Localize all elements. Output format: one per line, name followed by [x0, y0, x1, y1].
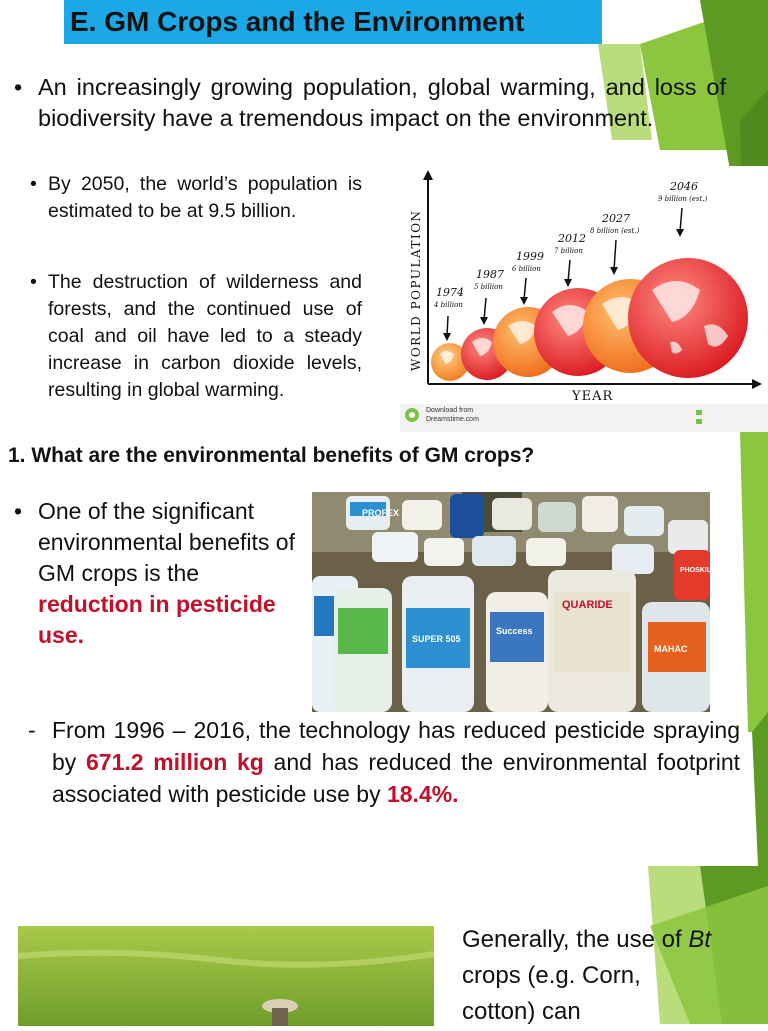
globe-2046 [628, 258, 748, 378]
x-axis-label: YEAR [572, 389, 614, 404]
label-2046 [658, 180, 708, 237]
bottle-label: Success [496, 626, 533, 636]
world-population-figure [400, 166, 768, 432]
benefit-intro: One of the significant environmental benefits of GM crops is the [38, 498, 295, 586]
stat-highlight-kg: 671.2 million kg [85, 749, 264, 775]
bottle-label: PROFEX [362, 508, 400, 518]
pesticide-stat-paragraph [28, 714, 740, 810]
slide-title: E. GM Crops and the Environment [64, 0, 602, 44]
bullet-dot: • [30, 271, 37, 293]
main-bullet-text: An increasingly growing population, global warming, and loss of biodiversity have a tremendous impact on the environment. [38, 74, 726, 131]
slide-1 [0, 0, 768, 432]
bottle-label: PHOSKILL [680, 567, 716, 574]
population-label: 7 billion [554, 247, 583, 255]
bullet-dot: • [14, 74, 23, 100]
population-label: 6 billion [512, 265, 541, 273]
population-label: 9 billion (est.) [658, 195, 708, 203]
label-1999 [512, 250, 544, 305]
year-label: 2027 [602, 212, 630, 225]
slide-3 [0, 866, 768, 1024]
bottle-label: MAHAC [654, 644, 688, 654]
bullet-dot: • [14, 498, 23, 524]
bt-text-2: crops (e.g. Corn, cotton) can [462, 962, 641, 1025]
benefit-text [14, 496, 304, 651]
sub-bullet-text: By 2050, the world’s population is estimated to be at 9.5 billion. [48, 173, 362, 222]
bottle-label: QUARIDE [562, 599, 613, 611]
sub-bullet-population [30, 171, 362, 225]
label-2027 [590, 212, 640, 275]
pesticide-bottles-photo [312, 492, 716, 712]
year-label: 2046 [670, 180, 698, 193]
population-label: 5 billion [474, 283, 503, 291]
sub-bullet-text: The destruction of wilderness and forests, and the continued use of coal and oil have led to a steady increase in carbon dioxide levels, resulting in global warming. [48, 271, 362, 401]
year-label: 1974 [436, 286, 464, 299]
stat-text-1: From 1996 – 2016, the technology has reduced pesticide spraying by [52, 717, 740, 775]
stat-text [28, 714, 740, 810]
y-axis-label: WORLD POPULATION [409, 209, 423, 371]
year-label: 1999 [516, 250, 544, 263]
dreamstime-watermark [400, 404, 768, 432]
bt-text-1: Generally, the use of [462, 926, 682, 953]
benefit-highlight: reduction in pesticide use. [38, 591, 276, 648]
bullet-dot: • [30, 173, 37, 195]
population-label: 8 billion (est.) [590, 227, 640, 235]
bt-crops-text [462, 922, 712, 1030]
main-bullet [14, 72, 726, 134]
population-label: 4 billion [434, 301, 463, 309]
stat-text-2: and has reduced the environmental footprint associated with pesticide use by [52, 749, 741, 807]
year-label: 2012 [558, 232, 586, 245]
crop-field-photo [18, 926, 434, 1026]
bt-text-italic: Bt [688, 926, 712, 953]
watermark-line-1: Download from [426, 407, 474, 414]
label-1974 [433, 286, 464, 341]
bottle-label: SUPER 505 [412, 634, 461, 644]
label-1987 [474, 268, 504, 325]
year-label: 1987 [476, 268, 504, 281]
slide-2 [0, 432, 768, 866]
stat-highlight-percent: 18.4%. [386, 781, 459, 807]
watermark-line-2: Dreamstime.com [426, 416, 479, 423]
sub-bullet-warming [30, 269, 362, 404]
dash-marker: - [28, 717, 36, 743]
benefit-bullet [14, 496, 304, 651]
label-2012 [554, 232, 586, 287]
question-heading: 1. What are the environmental benefits of GM crops? [8, 444, 535, 467]
